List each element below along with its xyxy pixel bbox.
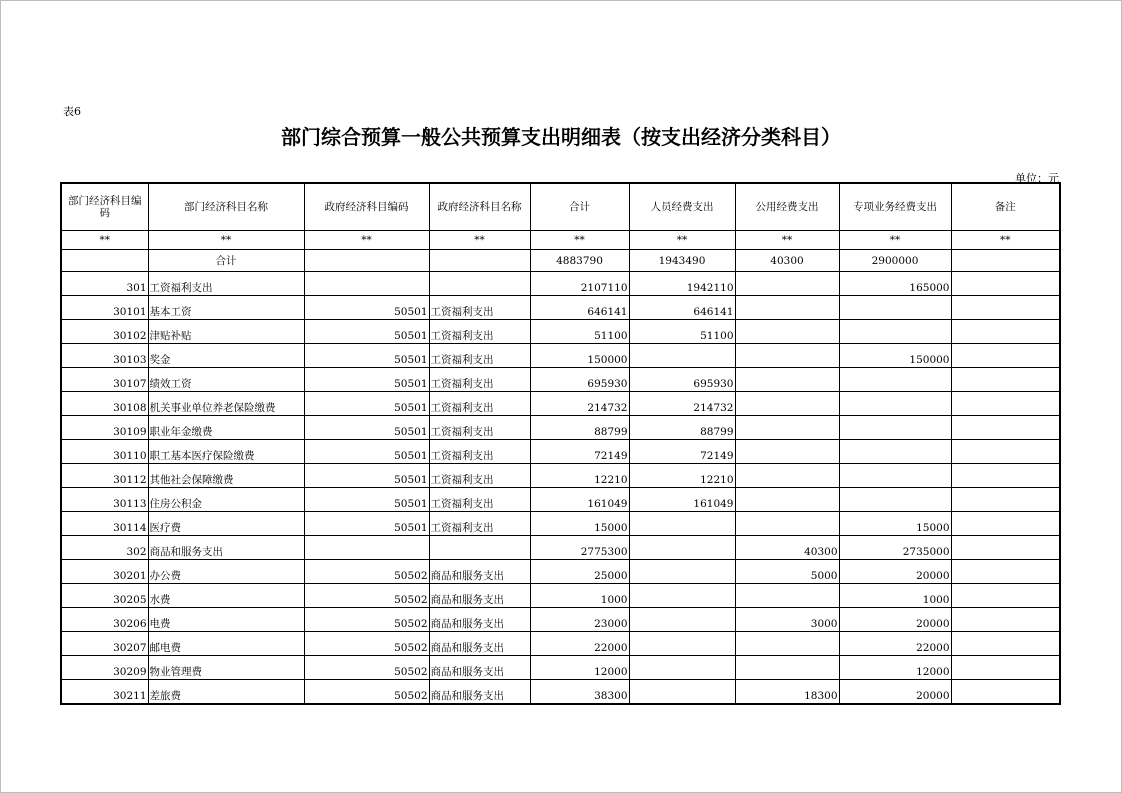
table-row xyxy=(61,560,1060,584)
total-note-cell xyxy=(951,250,1060,272)
public-cell xyxy=(735,272,839,296)
note-cell xyxy=(951,392,1060,416)
code-cell: 30109 xyxy=(61,416,148,440)
name-cell: 绩效工资 xyxy=(148,368,304,392)
page-title: 部门综合预算一般公共预算支出明细表（按支出经济分类科目） xyxy=(281,125,841,149)
gov-name-cell: 工资福利支出 xyxy=(429,464,530,488)
personnel-cell xyxy=(629,536,735,560)
table-row xyxy=(61,416,1060,440)
personnel-cell: 1942110 xyxy=(629,272,735,296)
total-cell: 22000 xyxy=(530,632,629,656)
total-row xyxy=(61,250,1060,272)
special-cell: 15000 xyxy=(839,512,951,536)
gov-code-cell: 50501 xyxy=(304,512,429,536)
personnel-cell: 646141 xyxy=(629,296,735,320)
note-cell xyxy=(951,440,1060,464)
note-cell xyxy=(951,320,1060,344)
special-cell xyxy=(839,488,951,512)
code-cell: 30201 xyxy=(61,560,148,584)
total-public: 40300 xyxy=(735,250,839,272)
code-cell: 30108 xyxy=(61,392,148,416)
total-cell: 150000 xyxy=(530,344,629,368)
code-cell: 30211 xyxy=(61,680,148,705)
total-special: 2900000 xyxy=(839,250,951,272)
gov-name-cell: 工资福利支出 xyxy=(429,392,530,416)
total-cell: 2107110 xyxy=(530,272,629,296)
name-cell: 机关事业单位养老保险缴费 xyxy=(148,392,304,416)
note-cell xyxy=(951,344,1060,368)
note-cell xyxy=(951,512,1060,536)
personnel-cell xyxy=(629,632,735,656)
personnel-cell xyxy=(629,608,735,632)
code-cell: 30113 xyxy=(61,488,148,512)
header-cell: 部门经济科目编码 xyxy=(61,183,148,231)
header-cell: 备注 xyxy=(951,183,1060,231)
special-cell xyxy=(839,320,951,344)
gov-code-cell: 50501 xyxy=(304,464,429,488)
gov-code-cell: 50502 xyxy=(304,560,429,584)
public-cell xyxy=(735,656,839,680)
table-row xyxy=(61,512,1060,536)
special-cell xyxy=(839,440,951,464)
gov-code-cell: 50502 xyxy=(304,656,429,680)
gov-name-cell: 工资福利支出 xyxy=(429,344,530,368)
total-personnel: 1943490 xyxy=(629,250,735,272)
name-cell: 职业年金缴费 xyxy=(148,416,304,440)
gov-name-cell: 商品和服务支出 xyxy=(429,560,530,584)
total-cell: 12000 xyxy=(530,656,629,680)
name-cell: 其他社会保障缴费 xyxy=(148,464,304,488)
gov-name-cell: 工资福利支出 xyxy=(429,320,530,344)
header-cell: 人员经费支出 xyxy=(629,183,735,231)
name-cell: 奖金 xyxy=(148,344,304,368)
note-cell xyxy=(951,488,1060,512)
gov-code-cell: 50502 xyxy=(304,632,429,656)
table-row xyxy=(61,632,1060,656)
note-cell xyxy=(951,680,1060,705)
total-gname-cell xyxy=(429,250,530,272)
code-cell: 30110 xyxy=(61,440,148,464)
public-cell xyxy=(735,392,839,416)
name-cell: 工资福利支出 xyxy=(148,272,304,296)
name-cell: 物业管理费 xyxy=(148,656,304,680)
total-cell: 695930 xyxy=(530,368,629,392)
placeholder-cell: ** xyxy=(61,231,148,250)
unit-label: 单位：元 xyxy=(1015,172,1059,185)
total-cell: 23000 xyxy=(530,608,629,632)
note-cell xyxy=(951,368,1060,392)
table-row xyxy=(61,464,1060,488)
special-cell: 20000 xyxy=(839,560,951,584)
public-cell: 5000 xyxy=(735,560,839,584)
name-cell: 医疗费 xyxy=(148,512,304,536)
total-cell: 72149 xyxy=(530,440,629,464)
special-cell: 1000 xyxy=(839,584,951,608)
code-cell: 30114 xyxy=(61,512,148,536)
table-row xyxy=(61,536,1060,560)
personnel-cell xyxy=(629,560,735,584)
gov-code-cell: 50501 xyxy=(304,416,429,440)
personnel-cell xyxy=(629,680,735,705)
public-cell xyxy=(735,344,839,368)
gov-name-cell: 工资福利支出 xyxy=(429,440,530,464)
gov-code-cell: 50501 xyxy=(304,392,429,416)
name-cell: 津贴补贴 xyxy=(148,320,304,344)
placeholder-cell: ** xyxy=(304,231,429,250)
gov-code-cell: 50501 xyxy=(304,440,429,464)
public-cell xyxy=(735,488,839,512)
total-cell: 12210 xyxy=(530,464,629,488)
gov-name-cell xyxy=(429,536,530,560)
public-cell: 40300 xyxy=(735,536,839,560)
total-cell: 51100 xyxy=(530,320,629,344)
gov-code-cell: 50501 xyxy=(304,368,429,392)
code-cell: 30102 xyxy=(61,320,148,344)
personnel-cell: 12210 xyxy=(629,464,735,488)
gov-code-cell xyxy=(304,272,429,296)
header-cell: 专项业务经费支出 xyxy=(839,183,951,231)
placeholder-cell: ** xyxy=(629,231,735,250)
public-cell xyxy=(735,464,839,488)
header-cell: 合计 xyxy=(530,183,629,231)
placeholder-cell: ** xyxy=(951,231,1060,250)
table-row xyxy=(61,320,1060,344)
note-cell xyxy=(951,584,1060,608)
code-cell: 30206 xyxy=(61,608,148,632)
placeholder-cell: ** xyxy=(735,231,839,250)
public-cell xyxy=(735,632,839,656)
note-cell xyxy=(951,656,1060,680)
table-row xyxy=(61,680,1060,705)
placeholder-cell: ** xyxy=(148,231,304,250)
name-cell: 差旅费 xyxy=(148,680,304,705)
gov-code-cell: 50502 xyxy=(304,608,429,632)
special-cell xyxy=(839,368,951,392)
table-row xyxy=(61,272,1060,296)
public-cell xyxy=(735,584,839,608)
total-code-cell xyxy=(61,250,148,272)
name-cell: 住房公积金 xyxy=(148,488,304,512)
name-cell: 水费 xyxy=(148,584,304,608)
total-cell: 2775300 xyxy=(530,536,629,560)
special-cell xyxy=(839,416,951,440)
gov-name-cell: 商品和服务支出 xyxy=(429,680,530,705)
table-row xyxy=(61,440,1060,464)
gov-code-cell: 50502 xyxy=(304,584,429,608)
name-cell: 电费 xyxy=(148,608,304,632)
gov-name-cell: 工资福利支出 xyxy=(429,296,530,320)
total-label: 合计 xyxy=(148,250,304,272)
table-row xyxy=(61,296,1060,320)
special-cell: 20000 xyxy=(839,680,951,705)
public-cell xyxy=(735,440,839,464)
gov-code-cell: 50501 xyxy=(304,488,429,512)
expenditure-table xyxy=(60,182,1061,705)
special-cell xyxy=(839,464,951,488)
code-cell: 30112 xyxy=(61,464,148,488)
gov-name-cell: 工资福利支出 xyxy=(429,368,530,392)
gov-code-cell xyxy=(304,536,429,560)
code-cell: 30205 xyxy=(61,584,148,608)
name-cell: 商品和服务支出 xyxy=(148,536,304,560)
total-cell: 25000 xyxy=(530,560,629,584)
placeholder-row xyxy=(61,231,1060,250)
code-cell: 30103 xyxy=(61,344,148,368)
table-number: 表6 xyxy=(63,105,81,118)
table-row xyxy=(61,392,1060,416)
gov-name-cell: 商品和服务支出 xyxy=(429,632,530,656)
gov-name-cell: 工资福利支出 xyxy=(429,488,530,512)
public-cell xyxy=(735,512,839,536)
public-cell xyxy=(735,320,839,344)
note-cell xyxy=(951,416,1060,440)
special-cell: 2735000 xyxy=(839,536,951,560)
placeholder-cell: ** xyxy=(530,231,629,250)
code-cell: 30107 xyxy=(61,368,148,392)
note-cell xyxy=(951,536,1060,560)
gov-code-cell: 50501 xyxy=(304,344,429,368)
total-cell: 15000 xyxy=(530,512,629,536)
gov-name-cell: 商品和服务支出 xyxy=(429,608,530,632)
personnel-cell: 695930 xyxy=(629,368,735,392)
note-cell xyxy=(951,560,1060,584)
code-cell: 302 xyxy=(61,536,148,560)
note-cell xyxy=(951,272,1060,296)
header-row xyxy=(61,183,1060,231)
table-row xyxy=(61,608,1060,632)
public-cell xyxy=(735,368,839,392)
total-cell: 1000 xyxy=(530,584,629,608)
table-row xyxy=(61,656,1060,680)
personnel-cell xyxy=(629,344,735,368)
code-cell: 301 xyxy=(61,272,148,296)
table-row xyxy=(61,584,1060,608)
header-cell: 部门经济科目名称 xyxy=(148,183,304,231)
total-gcode-cell xyxy=(304,250,429,272)
note-cell xyxy=(951,296,1060,320)
note-cell xyxy=(951,608,1060,632)
total-cell: 38300 xyxy=(530,680,629,705)
personnel-cell: 88799 xyxy=(629,416,735,440)
gov-name-cell: 商品和服务支出 xyxy=(429,584,530,608)
table-row xyxy=(61,344,1060,368)
personnel-cell: 72149 xyxy=(629,440,735,464)
personnel-cell: 161049 xyxy=(629,488,735,512)
gov-code-cell: 50502 xyxy=(304,680,429,705)
total-cell: 88799 xyxy=(530,416,629,440)
gov-name-cell: 商品和服务支出 xyxy=(429,656,530,680)
gov-name-cell xyxy=(429,272,530,296)
code-cell: 30209 xyxy=(61,656,148,680)
gov-name-cell: 工资福利支出 xyxy=(429,416,530,440)
name-cell: 职工基本医疗保险缴费 xyxy=(148,440,304,464)
name-cell: 基本工资 xyxy=(148,296,304,320)
name-cell: 办公费 xyxy=(148,560,304,584)
total-cell: 646141 xyxy=(530,296,629,320)
table-row xyxy=(61,488,1060,512)
personnel-cell: 51100 xyxy=(629,320,735,344)
personnel-cell xyxy=(629,584,735,608)
table-row xyxy=(61,368,1060,392)
header-cell: 公用经费支出 xyxy=(735,183,839,231)
gov-code-cell: 50501 xyxy=(304,320,429,344)
gov-code-cell: 50501 xyxy=(304,296,429,320)
public-cell: 18300 xyxy=(735,680,839,705)
public-cell xyxy=(735,416,839,440)
special-cell: 150000 xyxy=(839,344,951,368)
public-cell xyxy=(735,296,839,320)
special-cell: 12000 xyxy=(839,656,951,680)
personnel-cell xyxy=(629,656,735,680)
personnel-cell: 214732 xyxy=(629,392,735,416)
name-cell: 邮电费 xyxy=(148,632,304,656)
header-cell: 政府经济科目编码 xyxy=(304,183,429,231)
special-cell: 22000 xyxy=(839,632,951,656)
code-cell: 30101 xyxy=(61,296,148,320)
special-cell xyxy=(839,296,951,320)
total-cell: 214732 xyxy=(530,392,629,416)
total-sum: 4883790 xyxy=(530,250,629,272)
gov-name-cell: 工资福利支出 xyxy=(429,512,530,536)
special-cell: 165000 xyxy=(839,272,951,296)
placeholder-cell: ** xyxy=(839,231,951,250)
special-cell: 20000 xyxy=(839,608,951,632)
header-cell: 政府经济科目名称 xyxy=(429,183,530,231)
note-cell xyxy=(951,464,1060,488)
code-cell: 30207 xyxy=(61,632,148,656)
note-cell xyxy=(951,632,1060,656)
total-cell: 161049 xyxy=(530,488,629,512)
placeholder-cell: ** xyxy=(429,231,530,250)
special-cell xyxy=(839,392,951,416)
public-cell: 3000 xyxy=(735,608,839,632)
personnel-cell xyxy=(629,512,735,536)
